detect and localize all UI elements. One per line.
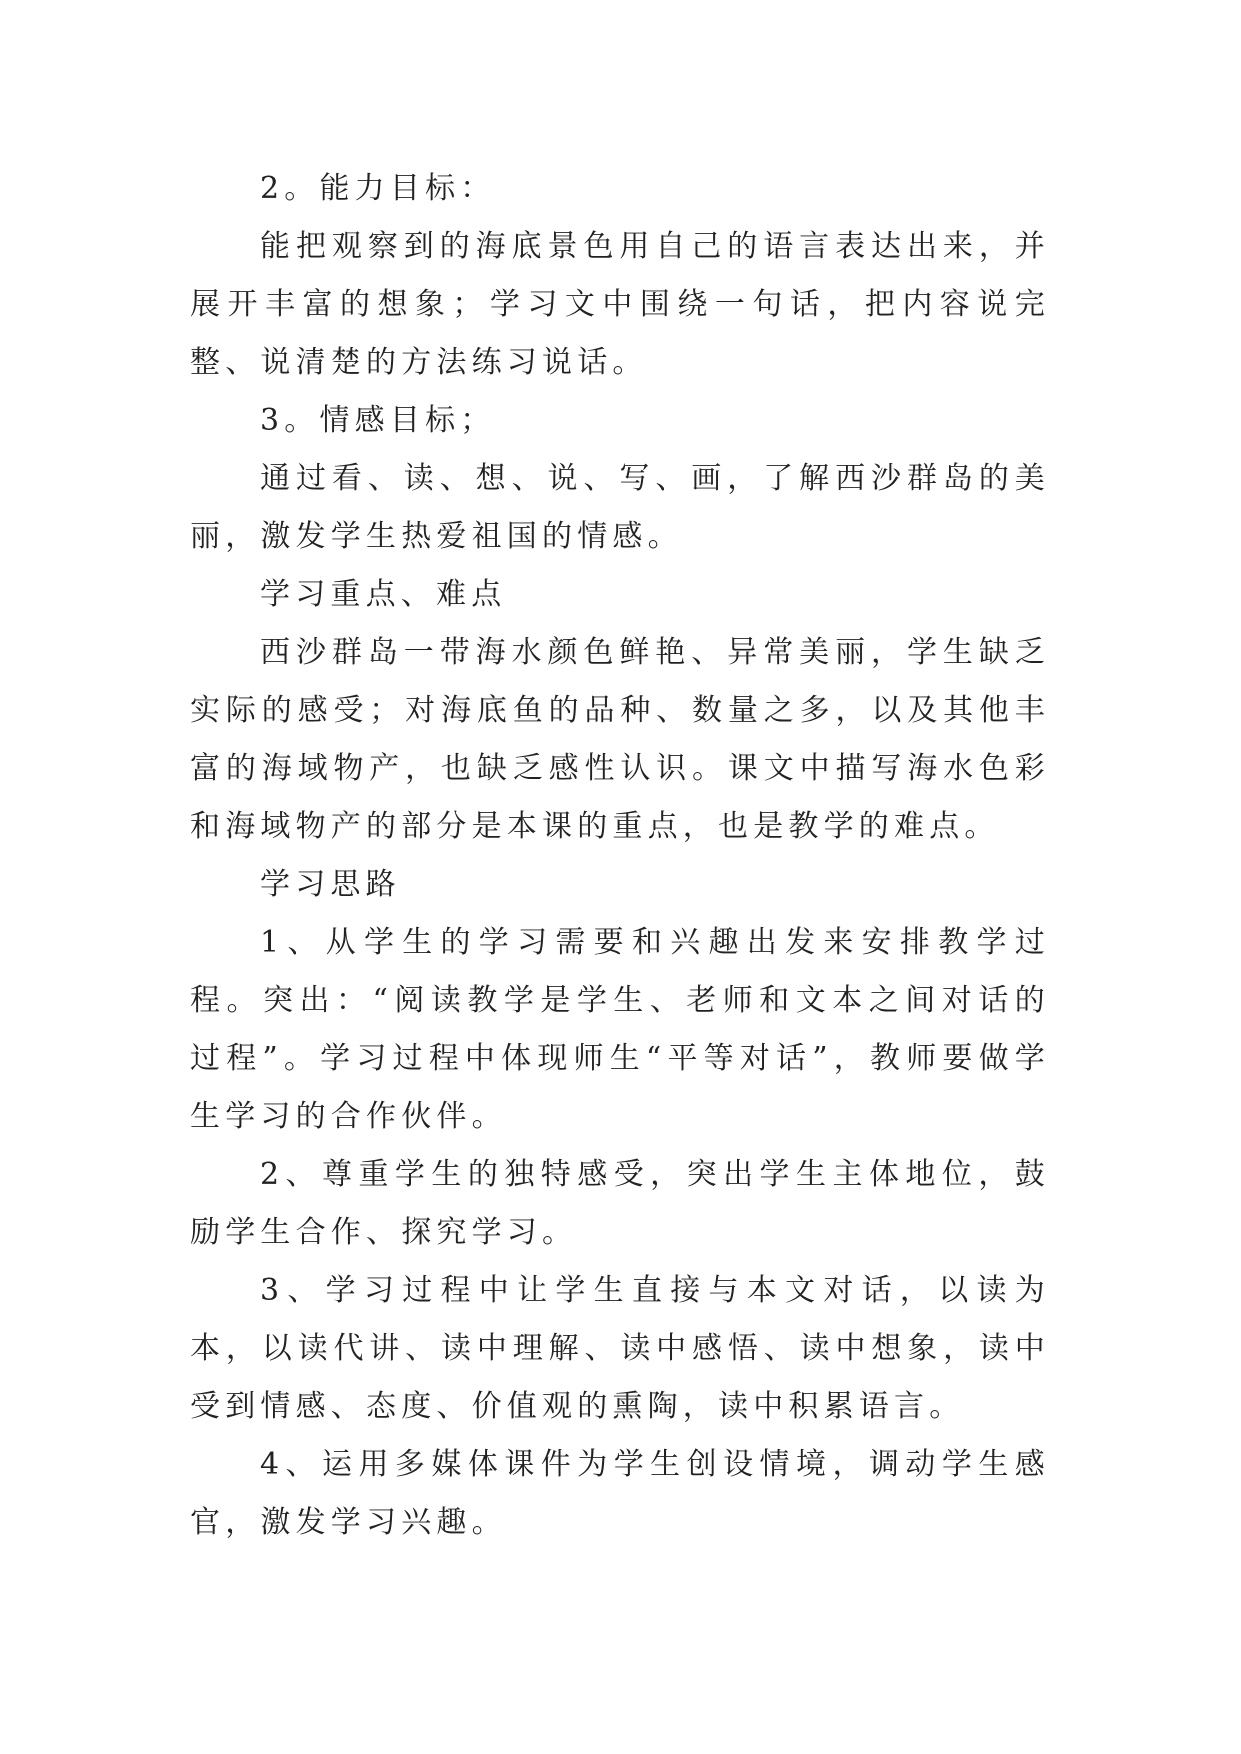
paragraph-emotion-goal-heading: 3。情感目标； — [260, 403, 496, 438]
paragraph-ability-goal: 能把观察到的海底景色用自己的语言表达出来，并展开丰富的想象；学习文中围绕一句话，把内容说完整、说清楚的方法练习说话。 — [190, 229, 1050, 380]
paragraph-approach-2: 2、尊重学生的独特感受，突出学生主体地位，鼓励学生合作、探究学习。 — [190, 1157, 1050, 1250]
paragraph-ability-goal-heading: 2。能力目标： — [260, 171, 496, 206]
paragraph-key-points-heading: 学习重点、难点 — [260, 577, 507, 612]
paragraph-approach-1: 1、从学生的学习需要和兴趣出发来安排教学过程。突出：“阅读教学是学生、老师和文本之间对话的过程”。学习过程中体现师生“平等对话”，教师要做学生学习的合作伙伴。 — [190, 925, 1050, 1134]
document-body — [190, 160, 1050, 1552]
paragraph-approach-heading: 学习思路 — [260, 867, 401, 902]
paragraph-approach-3: 3、学习过程中让学生直接与本文对话，以读为本，以读代讲、读中理解、读中感悟、读中想象，读中受到情感、态度、价值观的熏陶，读中积累语言。 — [190, 1273, 1050, 1424]
paragraph-key-points: 西沙群岛一带海水颜色鲜艳、异常美丽，学生缺乏实际的感受；对海底鱼的品种、数量之多，以及其他丰富的海域物产，也缺乏感性认识。课文中描写海水色彩和海域物产的部分是本课的重点，也是教学的难点。 — [190, 635, 1050, 844]
paragraph-emotion-goal: 通过看、读、想、说、写、画，了解西沙群岛的美丽，激发学生热爱祖国的情感。 — [190, 461, 1050, 554]
paragraph-approach-4: 4、运用多媒体课件为学生创设情境，调动学生感官，激发学习兴趣。 — [190, 1447, 1050, 1540]
